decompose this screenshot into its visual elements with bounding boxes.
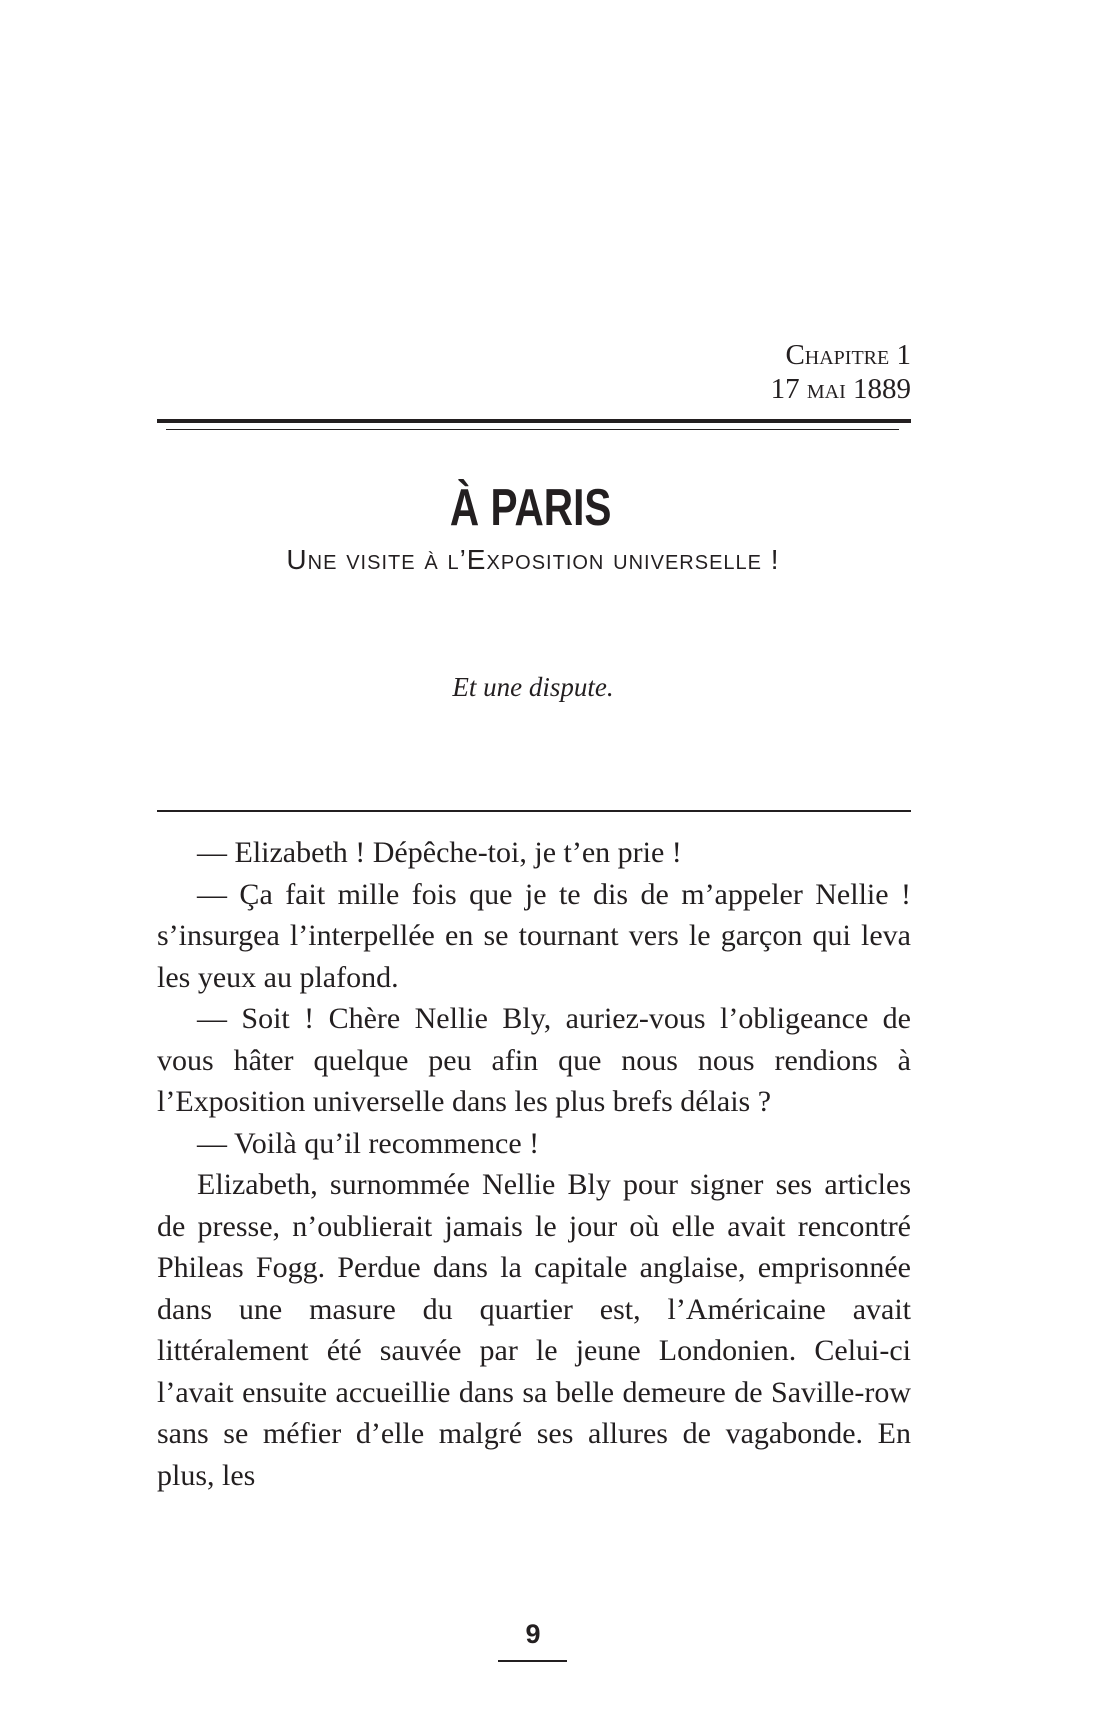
page-number-rule xyxy=(498,1660,567,1662)
chapter-label: Chapitre 1 xyxy=(785,339,911,371)
paragraph: — Voilà qu’il recommence ! xyxy=(197,1126,540,1160)
paragraph: — Ça fait mille fois que je te dis de m’appeler Nellie ! s’insurgea l’interpellée en se tournant vers le garçon qui leva les yeux au plafond. xyxy=(157,877,911,994)
chapter-title: À PARIS xyxy=(449,479,612,537)
chapter-date: 17 mai 1889 xyxy=(770,373,911,405)
chapter-subtitle: Une visite à l’Exposition universelle ! xyxy=(286,544,780,575)
paragraph: — Soit ! Chère Nellie Bly, auriez-vous l’obligeance de vous hâter quelque peu afin que nous nous rendions à l’Exposition universelle dans les plus brefs délais ? xyxy=(157,1002,911,1118)
body-text xyxy=(157,832,911,1496)
epigraph: Et une dispute. xyxy=(452,672,614,702)
paragraph: — Elizabeth ! Dépêche-toi, je t’en prie ! xyxy=(197,836,682,869)
header-rule-thin xyxy=(166,429,899,430)
paragraph: Elizabeth, surnommée Nellie Bly pour signer ses articles de presse, n’oublierait jamais le jour où elle avait rencontré Phileas Fogg. Perdue dans la capitale anglaise, emprisonnée dans une masure du quartier est, l’Américaine avait littéralement été sauvée par le jeune Londonien. Celui-ci l’avait ensuite accueillie dans sa belle demeure de Saville-row sans se méfier d’elle malgré ses allures de vagabonde. En plus, les xyxy=(157,1168,911,1492)
body-separator-rule xyxy=(157,810,911,812)
page-number: 9 xyxy=(525,1619,541,1649)
chapter-header xyxy=(771,338,911,406)
header-rule-thick xyxy=(157,419,911,423)
